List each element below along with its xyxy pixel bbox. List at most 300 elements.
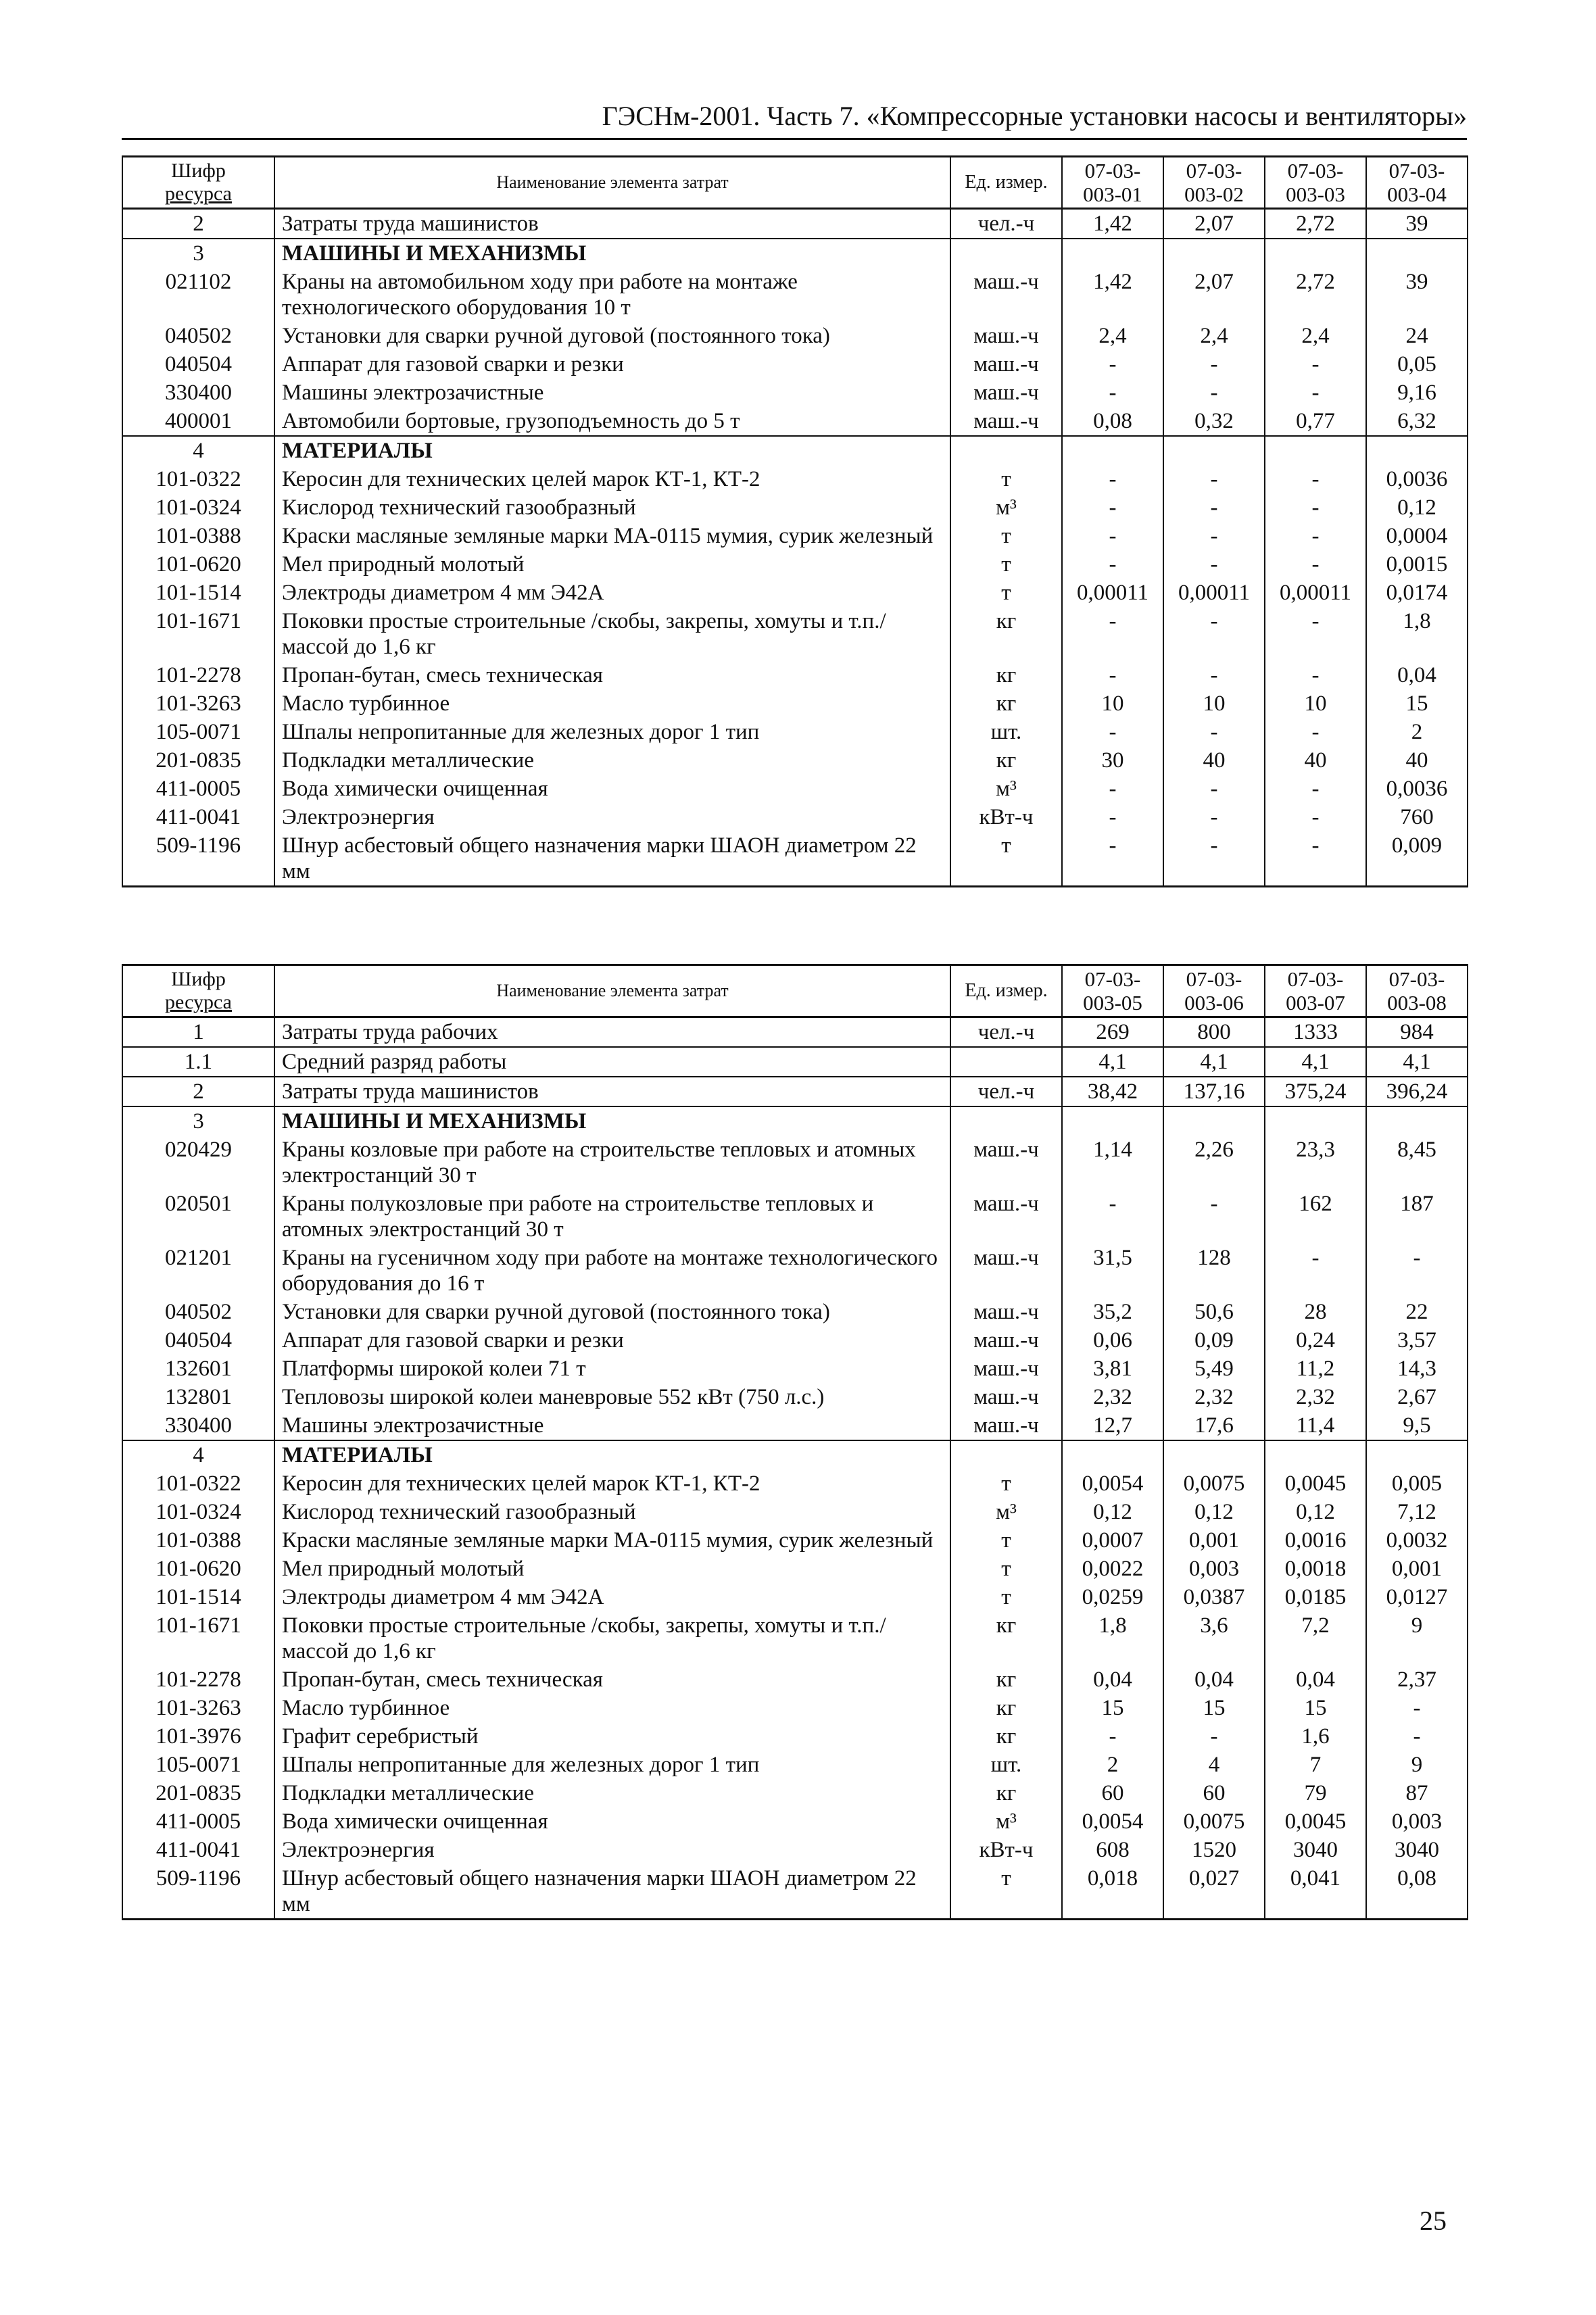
row-value: 2,26 — [1163, 1136, 1265, 1190]
row-value: 2,32 — [1265, 1383, 1366, 1411]
table-row — [122, 607, 1468, 661]
row-unit: шт. — [950, 1751, 1062, 1779]
row-name: Шнур асбестовый общего назначения марки ШАОН диаметром 22 мм — [274, 831, 950, 887]
row-value: 2,37 — [1366, 1665, 1468, 1694]
row-value: 2,4 — [1265, 322, 1366, 350]
row-code: 105-0071 — [122, 718, 274, 746]
row-value: 7 — [1265, 1751, 1366, 1779]
row-value: 0,00011 — [1062, 579, 1163, 607]
row-value: 0,001 — [1366, 1555, 1468, 1583]
row-unit — [950, 1047, 1062, 1077]
row-unit: чел.-ч — [950, 209, 1062, 239]
row-value: 30 — [1062, 746, 1163, 775]
row-unit: м³ — [950, 1498, 1062, 1526]
row-name: Затраты труда рабочих — [274, 1017, 950, 1048]
row-name: Шпалы непропитанные для железных дорог 1 тип — [274, 718, 950, 746]
row-value: - — [1062, 1190, 1163, 1244]
table-row — [122, 1751, 1468, 1779]
row-value: 0,04 — [1366, 661, 1468, 689]
table-row — [122, 1326, 1468, 1355]
row-code: 4 — [122, 1440, 274, 1469]
row-value: 162 — [1265, 1190, 1366, 1244]
row-value: 1,42 — [1062, 209, 1163, 239]
table-row — [122, 1017, 1468, 1048]
row-name: Тепловозы широкой колеи маневровые 552 кВт (750 л.с.) — [274, 1383, 950, 1411]
row-unit: маш.-ч — [950, 407, 1062, 436]
row-name: Шпалы непропитанные для железных дорог 1 тип — [274, 1751, 950, 1779]
row-value: 15 — [1163, 1694, 1265, 1722]
row-value: - — [1163, 1190, 1265, 1244]
header-col-line1: 07-03- — [1388, 967, 1445, 991]
row-value: 6,32 — [1366, 407, 1468, 436]
row-code: 021102 — [122, 268, 274, 322]
row-value: 760 — [1366, 803, 1468, 831]
row-value: 0,0075 — [1163, 1469, 1265, 1498]
row-value: 40 — [1265, 746, 1366, 775]
row-unit: маш.-ч — [950, 1190, 1062, 1244]
row-value: 0,00011 — [1163, 579, 1265, 607]
row-value: 375,24 — [1265, 1077, 1366, 1106]
row-unit: маш.-ч — [950, 1355, 1062, 1383]
table-row — [122, 522, 1468, 550]
row-value: 9 — [1366, 1751, 1468, 1779]
row-code: 411-0005 — [122, 1807, 274, 1836]
header-col-line1: 07-03- — [1287, 159, 1344, 182]
table-row — [122, 407, 1468, 436]
row-name: Машины электрозачистные — [274, 379, 950, 407]
table-row — [122, 689, 1468, 718]
row-value: 0,0075 — [1163, 1807, 1265, 1836]
row-name: Краны полукозловые при работе на строительстве тепловых и атомных электростанций 30 т — [274, 1190, 950, 1244]
table-row — [122, 1665, 1468, 1694]
row-value: 14,3 — [1366, 1355, 1468, 1383]
row-value: - — [1265, 803, 1366, 831]
table-row — [122, 579, 1468, 607]
table-row — [122, 1383, 1468, 1411]
row-value: 0,027 — [1163, 1864, 1265, 1920]
row-value: 4,1 — [1163, 1047, 1265, 1077]
row-code: 101-3263 — [122, 689, 274, 718]
table-row — [122, 1298, 1468, 1326]
row-value: 15 — [1265, 1694, 1366, 1722]
row-unit — [950, 1440, 1062, 1469]
row-unit — [950, 239, 1062, 268]
row-unit: кг — [950, 1694, 1062, 1722]
table-row — [122, 1077, 1468, 1106]
row-name: Керосин для технических целей марок КТ-1, КТ-2 — [274, 465, 950, 493]
row-value: 0,0036 — [1366, 775, 1468, 803]
row-value: 1,8 — [1062, 1611, 1163, 1665]
row-code: 411-0041 — [122, 803, 274, 831]
row-unit: т — [950, 579, 1062, 607]
row-value — [1062, 436, 1163, 465]
row-unit: кВт-ч — [950, 1836, 1062, 1864]
table-row — [122, 1836, 1468, 1864]
row-code: 040502 — [122, 1298, 274, 1326]
row-value: 0,0054 — [1062, 1807, 1163, 1836]
row-value: - — [1366, 1244, 1468, 1298]
row-code: 201-0835 — [122, 1779, 274, 1807]
table-row — [122, 1136, 1468, 1190]
row-value: 4,1 — [1366, 1047, 1468, 1077]
row-value: - — [1163, 661, 1265, 689]
row-value: - — [1265, 1244, 1366, 1298]
row-value: 0,32 — [1163, 407, 1265, 436]
row-value: - — [1163, 803, 1265, 831]
row-value — [1062, 239, 1163, 268]
row-value: 0,0259 — [1062, 1583, 1163, 1611]
row-value: 0,0387 — [1163, 1583, 1265, 1611]
row-value: 269 — [1062, 1017, 1163, 1048]
table-row — [122, 1526, 1468, 1555]
row-value: 23,3 — [1265, 1136, 1366, 1190]
row-value: - — [1265, 718, 1366, 746]
row-unit: т — [950, 465, 1062, 493]
row-value: 87 — [1366, 1779, 1468, 1807]
row-value: - — [1163, 379, 1265, 407]
header-col-line2: 003-02 — [1184, 182, 1244, 206]
resource-table-1 — [122, 155, 1468, 887]
row-value: 1520 — [1163, 1836, 1265, 1864]
row-value: - — [1163, 550, 1265, 579]
row-code: 411-0005 — [122, 775, 274, 803]
row-name: Установки для сварки ручной дуговой (постоянного тока) — [274, 1298, 950, 1326]
row-value: 0,001 — [1163, 1526, 1265, 1555]
row-unit: м³ — [950, 775, 1062, 803]
row-unit: чел.-ч — [950, 1077, 1062, 1106]
header-col-line1: 07-03- — [1388, 159, 1445, 182]
table-row — [122, 550, 1468, 579]
row-unit: чел.-ч — [950, 1017, 1062, 1048]
row-unit: шт. — [950, 718, 1062, 746]
row-name: МАШИНЫ И МЕХАНИЗМЫ — [274, 239, 950, 268]
row-value: - — [1062, 661, 1163, 689]
row-code: 411-0041 — [122, 1836, 274, 1864]
row-code: 1 — [122, 1017, 274, 1048]
row-unit: кг — [950, 661, 1062, 689]
row-value: 0,0174 — [1366, 579, 1468, 607]
row-value: 1,42 — [1062, 268, 1163, 322]
row-name: Электроды диаметром 4 мм Э42А — [274, 1583, 950, 1611]
row-code: 330400 — [122, 379, 274, 407]
row-unit: м³ — [950, 493, 1062, 522]
row-name: Краски масляные земляные марки МА-0115 мумия, сурик железный — [274, 522, 950, 550]
row-value: 1,6 — [1265, 1722, 1366, 1751]
row-value: 2,72 — [1265, 268, 1366, 322]
row-name: Электроэнергия — [274, 803, 950, 831]
row-code: 400001 — [122, 407, 274, 436]
header-col-2 — [1163, 157, 1265, 209]
resource-table-2 — [122, 964, 1468, 1920]
row-value: 40 — [1163, 746, 1265, 775]
row-value — [1366, 436, 1468, 465]
row-unit — [950, 436, 1062, 465]
row-name: Подкладки металлические — [274, 1779, 950, 1807]
table-row — [122, 1047, 1468, 1077]
row-name: Масло турбинное — [274, 1694, 950, 1722]
row-name: Краны на автомобильном ходу при работе на монтаже технологического оборудования 10 т — [274, 268, 950, 322]
row-unit — [950, 1106, 1062, 1136]
row-value: 137,16 — [1163, 1077, 1265, 1106]
row-name: Поковки простые строительные /скобы, закрепы, хомуты и т.п./ массой до 1,6 кг — [274, 607, 950, 661]
row-value — [1265, 239, 1366, 268]
row-name: МАШИНЫ И МЕХАНИЗМЫ — [274, 1106, 950, 1136]
row-value: - — [1163, 718, 1265, 746]
header-col-line1: 07-03- — [1084, 159, 1141, 182]
row-code: 2 — [122, 1077, 274, 1106]
row-value: 2,32 — [1062, 1383, 1163, 1411]
row-unit: кВт-ч — [950, 803, 1062, 831]
row-value: 2,32 — [1163, 1383, 1265, 1411]
row-value: - — [1366, 1694, 1468, 1722]
row-value: 9 — [1366, 1611, 1468, 1665]
row-value: - — [1265, 522, 1366, 550]
row-value: 9,16 — [1366, 379, 1468, 407]
header-col-line2: 003-01 — [1083, 182, 1142, 206]
row-code: 3 — [122, 1106, 274, 1136]
row-value: 5,49 — [1163, 1355, 1265, 1383]
row-value: - — [1062, 522, 1163, 550]
table-row — [122, 1864, 1468, 1920]
table-row — [122, 1807, 1468, 1836]
row-code: 101-0620 — [122, 550, 274, 579]
header-col-line2: 003-03 — [1286, 182, 1345, 206]
row-code: 101-0322 — [122, 1469, 274, 1498]
row-code: 132601 — [122, 1355, 274, 1383]
table-row — [122, 1583, 1468, 1611]
row-unit: маш.-ч — [950, 379, 1062, 407]
row-name: Масло турбинное — [274, 689, 950, 718]
header-col-4 — [1366, 157, 1468, 209]
header-code-line2: ресурса — [165, 182, 232, 205]
row-value: 984 — [1366, 1017, 1468, 1048]
row-name: Поковки простые строительные /скобы, закрепы, хомуты и т.п./ массой до 1,6 кг — [274, 1611, 950, 1665]
row-code: 4 — [122, 436, 274, 465]
table-row — [122, 1694, 1468, 1722]
row-value: - — [1163, 831, 1265, 887]
row-value: 0,08 — [1366, 1864, 1468, 1920]
table-row — [122, 718, 1468, 746]
row-unit: кг — [950, 1779, 1062, 1807]
row-code: 101-1514 — [122, 579, 274, 607]
row-name: Шнур асбестовый общего назначения марки ШАОН диаметром 22 мм — [274, 1864, 950, 1920]
header-col-line1: 07-03- — [1084, 967, 1141, 991]
row-name: Краны козловые при работе на строительстве тепловых и атомных электростанций 30 т — [274, 1136, 950, 1190]
row-name: Керосин для технических целей марок КТ-1, КТ-2 — [274, 1469, 950, 1498]
row-value: 1,8 — [1366, 607, 1468, 661]
table-row — [122, 1244, 1468, 1298]
row-value: 0,12 — [1062, 1498, 1163, 1526]
row-value: 79 — [1265, 1779, 1366, 1807]
row-code: 101-0620 — [122, 1555, 274, 1583]
table-row — [122, 493, 1468, 522]
row-unit: маш.-ч — [950, 268, 1062, 322]
row-unit: кг — [950, 1722, 1062, 1751]
row-value: - — [1062, 718, 1163, 746]
row-code: 105-0071 — [122, 1751, 274, 1779]
row-value: - — [1366, 1722, 1468, 1751]
row-code: 101-1671 — [122, 607, 274, 661]
row-value: - — [1062, 803, 1163, 831]
row-value: 2,67 — [1366, 1383, 1468, 1411]
row-value: - — [1163, 465, 1265, 493]
row-value: 38,42 — [1062, 1077, 1163, 1106]
row-value: - — [1062, 831, 1163, 887]
table-row — [122, 1469, 1468, 1498]
row-value — [1163, 1106, 1265, 1136]
row-name: Вода химически очищенная — [274, 775, 950, 803]
row-value: 800 — [1163, 1017, 1265, 1048]
table-row — [122, 803, 1468, 831]
row-name: Электроды диаметром 4 мм Э42А — [274, 579, 950, 607]
row-name: Подкладки металлические — [274, 746, 950, 775]
row-value: 0,06 — [1062, 1326, 1163, 1355]
table-row — [122, 268, 1468, 322]
row-code: 101-0324 — [122, 493, 274, 522]
row-value: 0,0054 — [1062, 1469, 1163, 1498]
row-value: 187 — [1366, 1190, 1468, 1244]
header-col-line1: 07-03- — [1186, 159, 1242, 182]
row-value: 0,09 — [1163, 1326, 1265, 1355]
row-value: 0,24 — [1265, 1326, 1366, 1355]
row-value: - — [1265, 493, 1366, 522]
row-value: - — [1163, 350, 1265, 379]
row-code: 101-0388 — [122, 1526, 274, 1555]
row-value: 0,0004 — [1366, 522, 1468, 550]
row-value: - — [1062, 607, 1163, 661]
row-value: - — [1062, 379, 1163, 407]
row-name: Платформы широкой колеи 71 т — [274, 1355, 950, 1383]
row-value: 2,4 — [1163, 322, 1265, 350]
row-value: 128 — [1163, 1244, 1265, 1298]
row-value: 0,12 — [1163, 1498, 1265, 1526]
row-value: 608 — [1062, 1836, 1163, 1864]
row-unit: маш.-ч — [950, 1383, 1062, 1411]
row-value: 0,0185 — [1265, 1583, 1366, 1611]
row-value: - — [1265, 775, 1366, 803]
table-row — [122, 1411, 1468, 1440]
table-row — [122, 775, 1468, 803]
row-name: Графит серебристый — [274, 1722, 950, 1751]
row-value: 60 — [1062, 1779, 1163, 1807]
row-value: 4,1 — [1062, 1047, 1163, 1077]
row-code: 2 — [122, 209, 274, 239]
row-name: МАТЕРИАЛЫ — [274, 1440, 950, 1469]
row-unit: маш.-ч — [950, 1411, 1062, 1440]
table-row — [122, 322, 1468, 350]
header-name: Наименование элемента затрат — [274, 965, 950, 1017]
table-row — [122, 1106, 1468, 1136]
row-unit: т — [950, 831, 1062, 887]
row-value: 0,05 — [1366, 350, 1468, 379]
row-value: - — [1163, 493, 1265, 522]
row-code: 101-3263 — [122, 1694, 274, 1722]
row-value: - — [1062, 465, 1163, 493]
row-value: 3,81 — [1062, 1355, 1163, 1383]
row-code: 101-2278 — [122, 661, 274, 689]
row-name: Мел природный молотый — [274, 550, 950, 579]
row-code: 101-0388 — [122, 522, 274, 550]
table-row — [122, 1611, 1468, 1665]
row-value: 0,009 — [1366, 831, 1468, 887]
row-value: 4,1 — [1265, 1047, 1366, 1077]
row-code: 101-0324 — [122, 1498, 274, 1526]
page-number: 25 — [1420, 2206, 1447, 2236]
row-code: 101-1671 — [122, 1611, 274, 1665]
row-name: МАТЕРИАЛЫ — [274, 436, 950, 465]
header-code-line2: ресурса — [165, 991, 232, 1013]
row-name: Аппарат для газовой сварки и резки — [274, 350, 950, 379]
row-value: - — [1265, 379, 1366, 407]
header-col-line2: 003-06 — [1184, 991, 1244, 1015]
row-value: 17,6 — [1163, 1411, 1265, 1440]
row-value: 0,0036 — [1366, 465, 1468, 493]
row-value: 3040 — [1366, 1836, 1468, 1864]
table-body — [122, 209, 1468, 887]
row-value: 7,12 — [1366, 1498, 1468, 1526]
header-col-8 — [1366, 965, 1468, 1017]
row-unit: маш.-ч — [950, 1136, 1062, 1190]
row-value: 0,005 — [1366, 1469, 1468, 1498]
row-value: 24 — [1366, 322, 1468, 350]
row-value — [1163, 1440, 1265, 1469]
row-name: Машины электрозачистные — [274, 1411, 950, 1440]
row-value: 7,2 — [1265, 1611, 1366, 1665]
header-col-5 — [1062, 965, 1163, 1017]
row-value: 40 — [1366, 746, 1468, 775]
header-code-line1: Шифр — [171, 968, 226, 990]
table-row — [122, 1555, 1468, 1583]
row-unit: кг — [950, 746, 1062, 775]
row-value: 50,6 — [1163, 1298, 1265, 1326]
row-code: 101-0322 — [122, 465, 274, 493]
table-row — [122, 1722, 1468, 1751]
row-value: - — [1265, 831, 1366, 887]
row-value: 35,2 — [1062, 1298, 1163, 1326]
row-value — [1366, 1106, 1468, 1136]
table-row — [122, 209, 1468, 239]
row-value: - — [1062, 775, 1163, 803]
row-unit: кг — [950, 689, 1062, 718]
header-col-1 — [1062, 157, 1163, 209]
row-name: Аппарат для газовой сварки и резки — [274, 1326, 950, 1355]
row-value — [1062, 1106, 1163, 1136]
row-value: 0,0018 — [1265, 1555, 1366, 1583]
row-unit: маш.-ч — [950, 1326, 1062, 1355]
row-name: Вода химически очищенная — [274, 1807, 950, 1836]
row-value: 4 — [1163, 1751, 1265, 1779]
header-col-line2: 003-05 — [1083, 991, 1142, 1015]
row-name: Затраты труда машинистов — [274, 209, 950, 239]
row-value: 0,77 — [1265, 407, 1366, 436]
row-value: 39 — [1366, 209, 1468, 239]
row-value — [1163, 239, 1265, 268]
row-value — [1163, 436, 1265, 465]
row-value: - — [1163, 775, 1265, 803]
row-unit: маш.-ч — [950, 1298, 1062, 1326]
row-value: 0,003 — [1163, 1555, 1265, 1583]
table-body — [122, 1017, 1468, 1920]
row-unit: кг — [950, 607, 1062, 661]
row-value: 0,0045 — [1265, 1807, 1366, 1836]
row-unit: т — [950, 1526, 1062, 1555]
row-value — [1265, 436, 1366, 465]
row-value: 0,0016 — [1265, 1526, 1366, 1555]
table-row — [122, 436, 1468, 465]
header-col-6 — [1163, 965, 1265, 1017]
table-row — [122, 661, 1468, 689]
row-value: 11,2 — [1265, 1355, 1366, 1383]
